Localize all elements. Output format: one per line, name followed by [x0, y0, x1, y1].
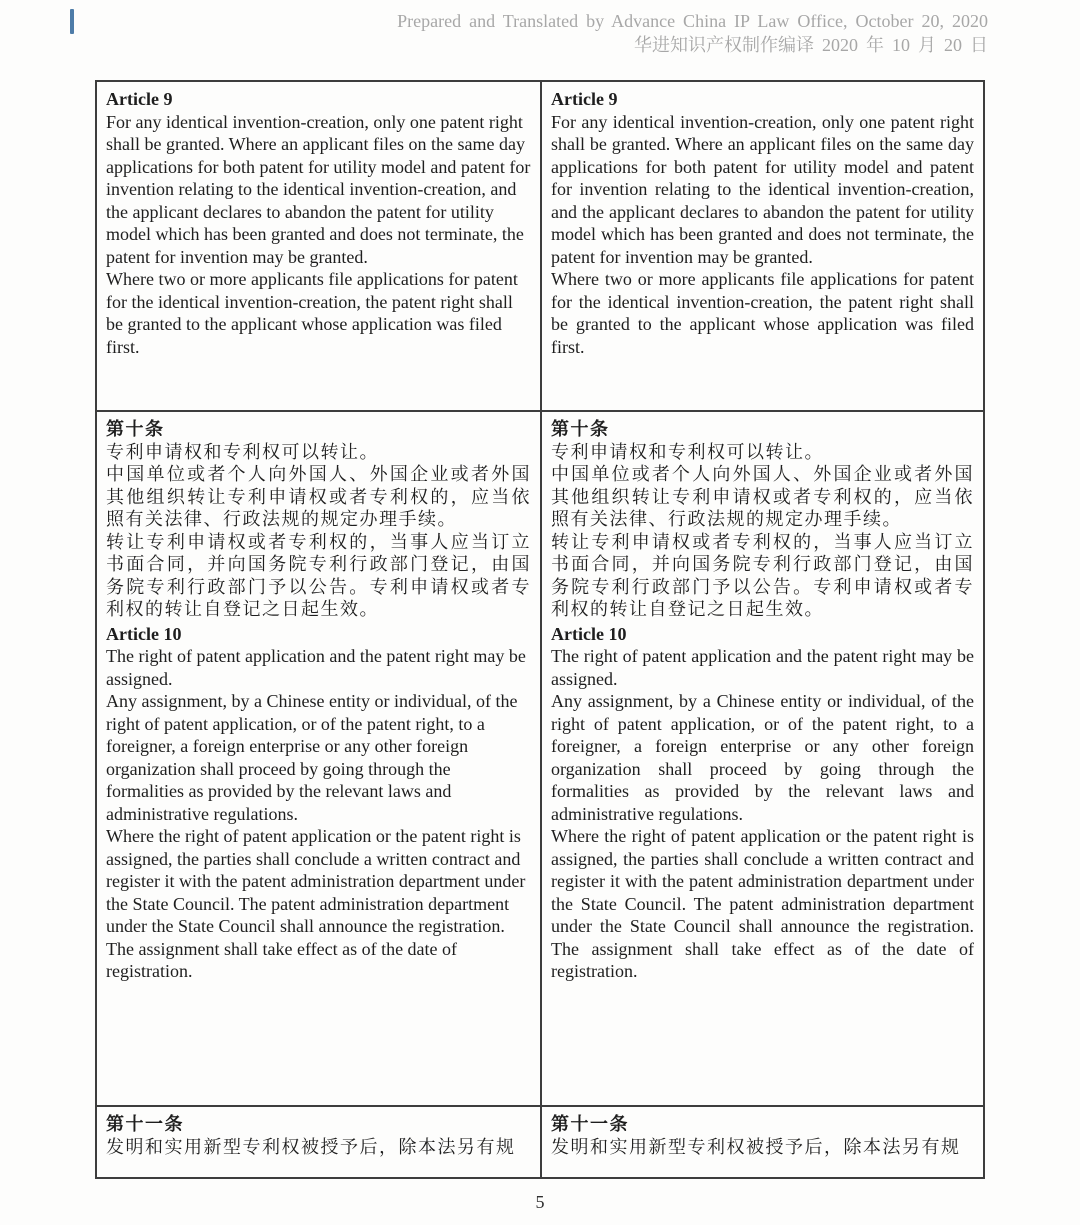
article-paragraph: 中国单位或者个人向外国人、外国企业或者外国其他组织转让专利申请权或者专利权的，应当依照有关法律、行政法规的规定办理手续。 [551, 464, 974, 529]
article-paragraph: 转让专利申请权或者专利权的，当事人应当订立书面合同，并向国务院专利行政部门登记，由国务院专利行政部门予以公告。专利申请权或者专利权的转让自登记之日起生效。 [106, 531, 531, 619]
article-paragraph: Where the right of patent application or the patent right is assigned, the parties shall conclude a written contract and register it with the patent administration department under the State Council. The patent administration department under the State Council shall announce the registration. The assignment shall take effect as of the date of registration. [106, 826, 526, 981]
article-paragraph: Where two or more applicants file applications for patent for the identical invention-creation, the patent right shall be granted to the applicant whose application was filed first. [106, 269, 518, 357]
article-paragraph: The right of patent application and the patent right may be assigned. [551, 646, 974, 689]
article-heading: 第十一条 [551, 1114, 629, 1134]
article-heading: Article 9 [106, 89, 173, 109]
header-line-2: 华进知识产权制作编译 2020 年 10 月 20 日 [634, 35, 988, 55]
comparison-table [95, 80, 985, 1179]
article-paragraph: 转让专利申请权或者专利权的，当事人应当订立书面合同，并向国务院专利行政部门登记，由国务院专利行政部门予以公告。专利申请权或者专利权的转让自登记之日起生效。 [551, 531, 974, 619]
article-heading: 第十一条 [106, 1114, 184, 1134]
article-heading: 第十条 [551, 419, 610, 439]
article-heading: Article 10 [106, 623, 182, 644]
table-cell-row-2 [97, 412, 540, 1107]
page-header [100, 9, 988, 57]
article-heading: Article 10 [551, 623, 627, 644]
article-paragraph: Where the right of patent application or the patent right is assigned, the parties shall conclude a written contract and register it with the patent administration department under the State Council. The patent administration department under the State Council shall announce the registration. The assignment shall take effect as of the date of registration. [551, 826, 974, 981]
article-paragraph: The right of patent application and the patent right may be assigned. [106, 646, 526, 689]
article-paragraph: For any identical invention-creation, only one patent right shall be granted. Where an applicant files on the same day applications for both patent for utility model and patent for invention relating to the identical invention-creation, and the applicant declares to abandon the patent for utility model which has been granted and does not terminate, the patent for invention may be granted. [106, 111, 531, 267]
header-line-1: Prepared and Translated by Advance China IP Law Office, October 20, 2020 [397, 11, 988, 31]
article-paragraph: 中国单位或者个人向外国人、外国企业或者外国其他组织转让专利申请权或者专利权的，应当依照有关法律、行政法规的规定办理手续。 [106, 464, 531, 529]
article-heading: 第十条 [106, 419, 165, 439]
table-cell-row-1 [542, 82, 983, 412]
page-number: 5 [535, 1192, 545, 1212]
article-paragraph: 发明和实用新型专利权被授予后，除本法另有规 [106, 1136, 516, 1157]
table-cell-row-3 [97, 1107, 540, 1177]
article-paragraph: 专利申请权和专利权可以转让。 [106, 441, 379, 462]
article-paragraph: Any assignment, by a Chinese entity or individual, of the right of patent application, or of the patent right, to a foreigner, a foreign enterprise or any other foreign organization shall proceed by going through the formalities as provided by the relevant laws and administrative regulations. [551, 691, 974, 824]
table-column-right [540, 82, 983, 1177]
article-paragraph: Any assignment, by a Chinese entity or individual, of the right of patent application, or of the patent right, to a foreigner, a foreign enterprise or any other foreign organization shall proceed by going through the formalities as provided by the relevant laws and administrative regulations. [106, 691, 518, 824]
table-cell-row-2 [542, 412, 983, 1107]
table-cell-row-1 [97, 82, 540, 412]
table-column-left [97, 82, 540, 1177]
cursor-marker-icon [70, 9, 74, 34]
article-heading: Article 9 [551, 89, 618, 109]
article-paragraph: For any identical invention-creation, only one patent right shall be granted. Where an applicant files on the same day applications for both patent for utility model and patent for invention relating to the identical invention-creation, and the applicant declares to abandon the patent for utility model which has been granted and does not terminate, the patent for invention may be granted. [551, 111, 974, 267]
table-cell-row-3 [542, 1107, 983, 1177]
article-paragraph: Where two or more applicants file applications for patent for the identical invention-creation, the patent right shall be granted to the applicant whose application was filed first. [551, 269, 974, 357]
article-paragraph: 发明和实用新型专利权被授予后，除本法另有规 [551, 1136, 961, 1157]
article-paragraph: 专利申请权和专利权可以转让。 [551, 441, 824, 462]
